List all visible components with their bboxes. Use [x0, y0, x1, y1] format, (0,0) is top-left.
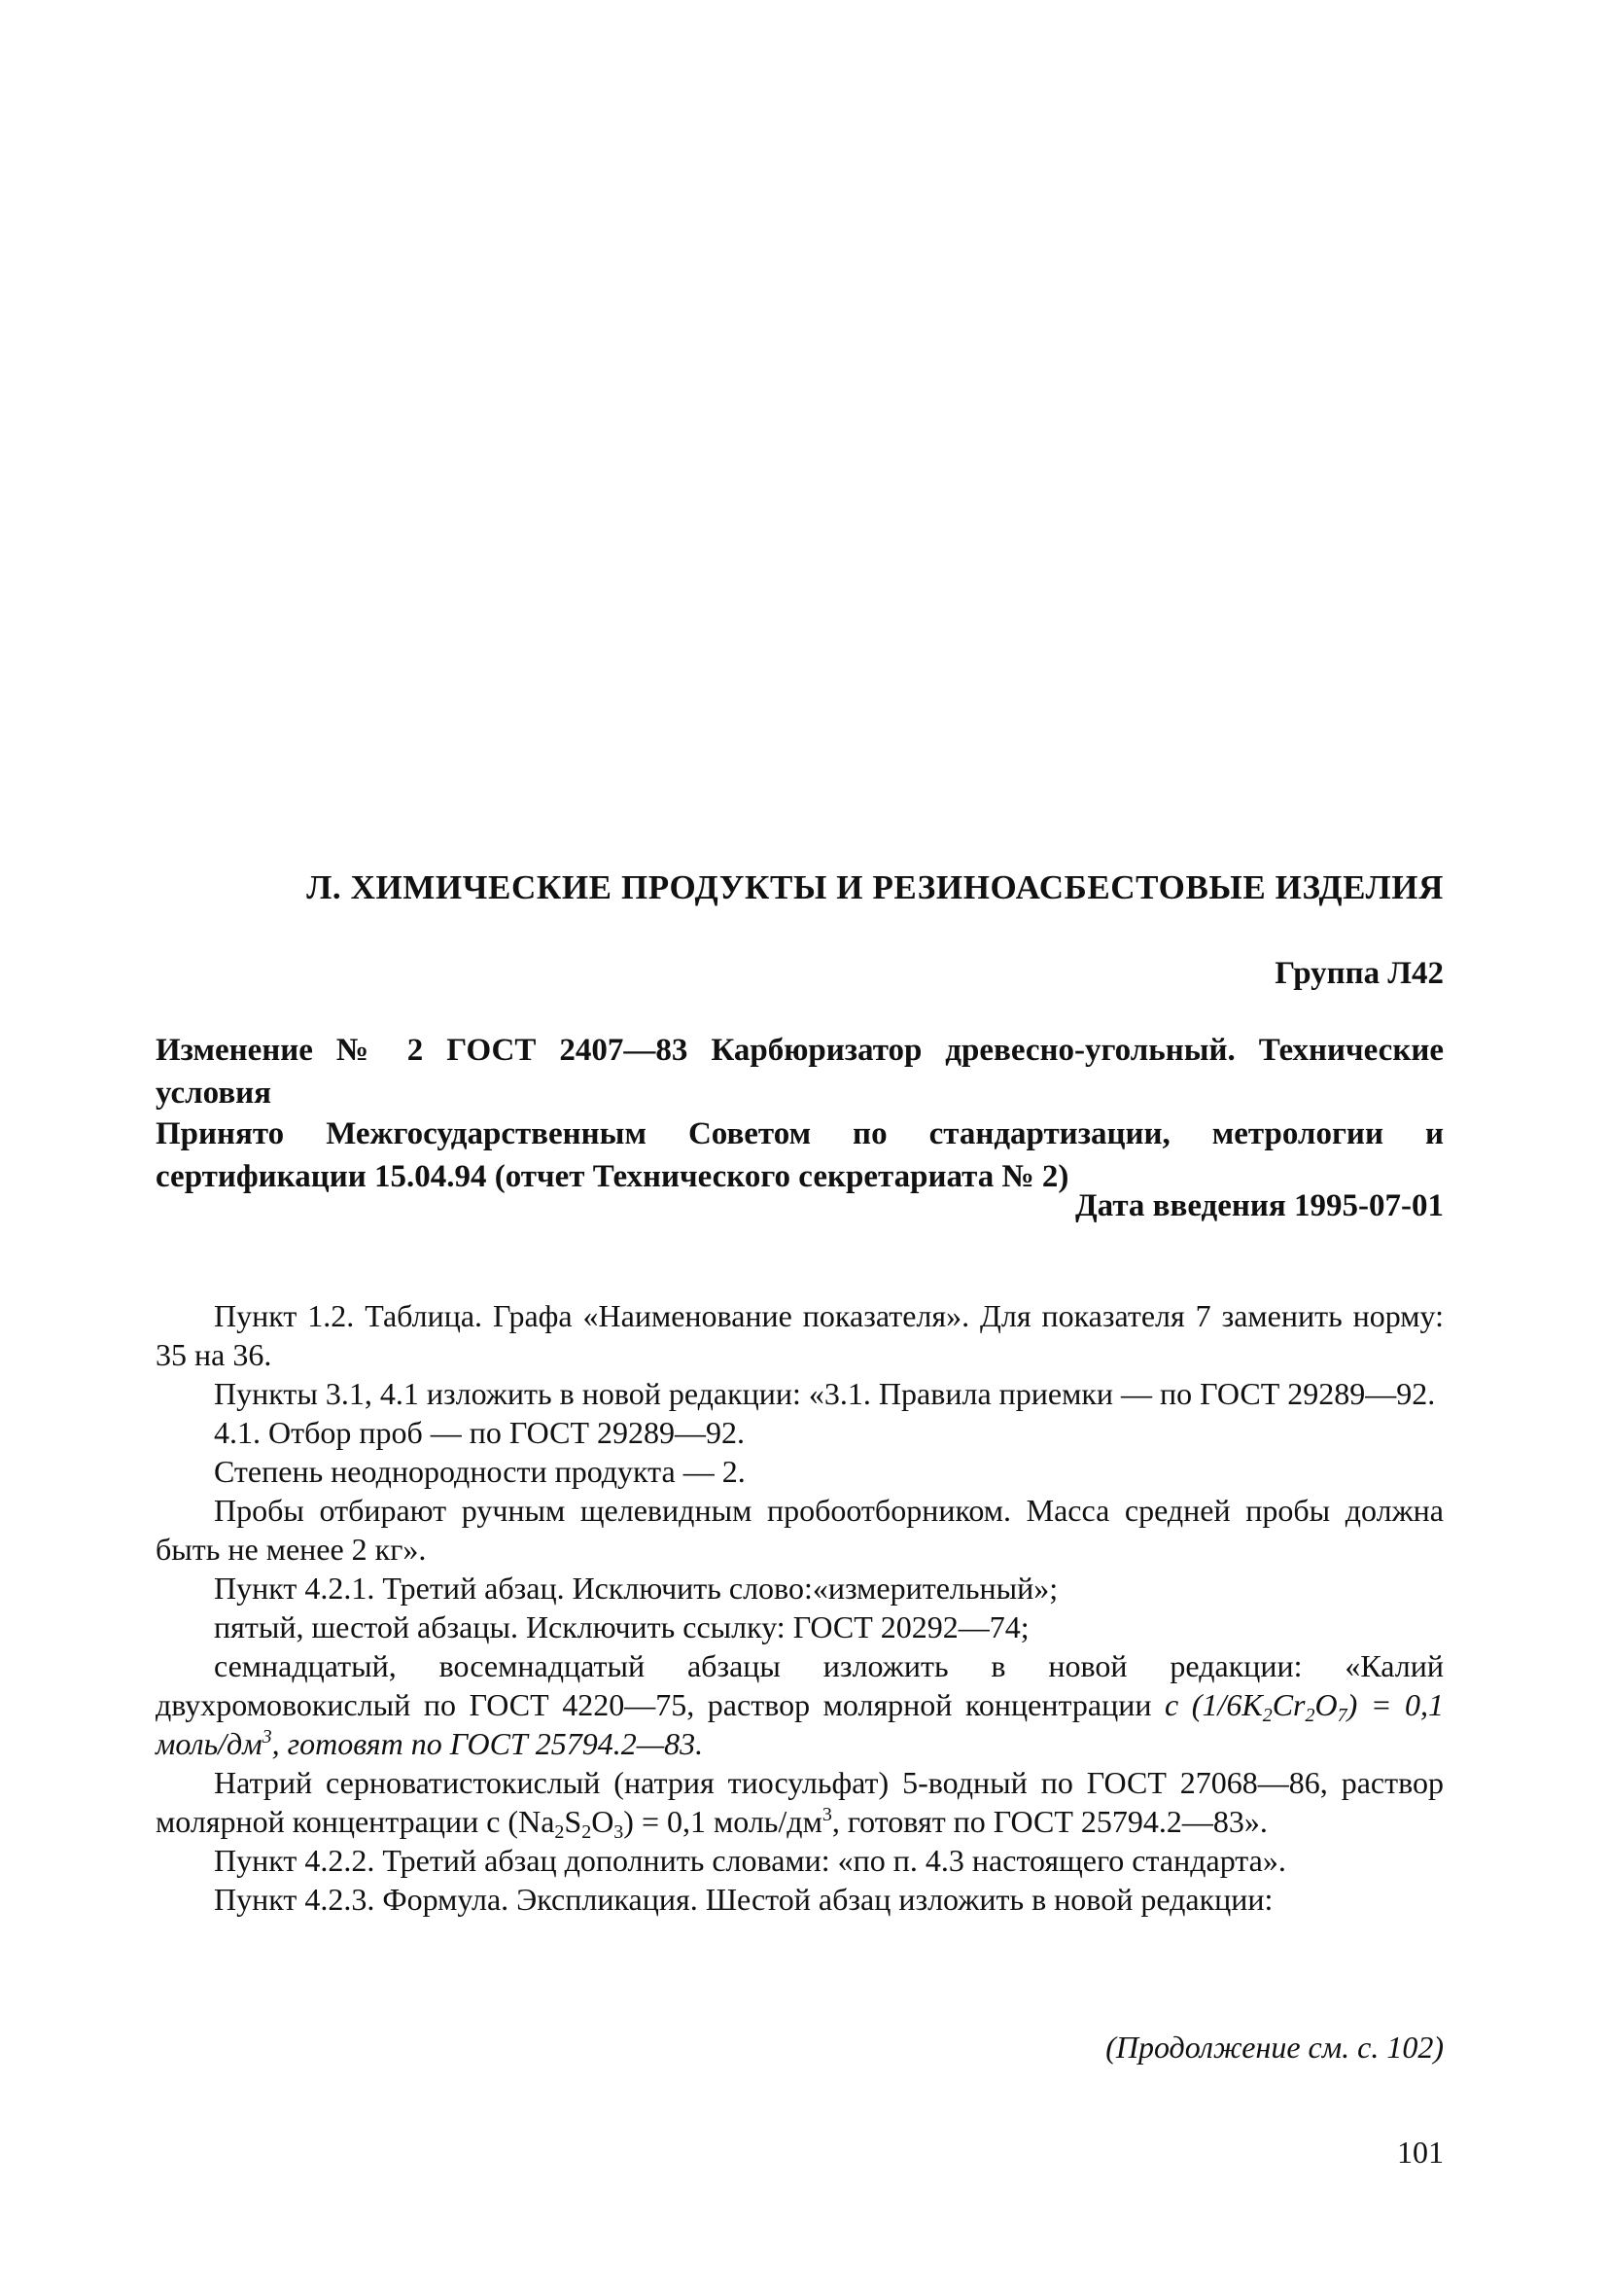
amendment-title: Изменение № 2 ГОСТ 2407—83 Карбюризатор древесно-угольный. Технические условия: [156, 1033, 1444, 1111]
paragraph: Степень неоднородности продукта — 2.: [214, 1454, 746, 1489]
continuation-note: (Продолжение см. с. 102): [1105, 2030, 1444, 2065]
paragraph: Пункт 1.2. Таблица. Графа «Наименование показателя». Для показателя 7 заменить норму: 35 на 36.: [156, 1298, 1444, 1372]
formula-part: O: [1314, 1687, 1338, 1722]
subscript: 2: [1305, 1705, 1315, 1726]
paragraph: пятый, шестой абзацы. Исключить ссылку: ГОСТ 20292—74;: [214, 1609, 1030, 1644]
formula-part: c (1/6K: [1165, 1687, 1263, 1722]
superscript: 3: [262, 1726, 272, 1748]
paragraph: Пункт 4.2.1. Третий абзац. Исключить слово:«измерительный»;: [214, 1571, 1059, 1606]
formula-part: ) = 0,1 моль/дм: [156, 1687, 1445, 1761]
formula-part: S: [564, 1804, 582, 1839]
paragraph-formula: [156, 1646, 1444, 1763]
subscript: 2: [554, 1821, 565, 1843]
superscript: 3: [821, 1804, 832, 1825]
paragraph-formula: [156, 1763, 1444, 1841]
group-code: Группа Л42: [1275, 956, 1444, 991]
adoption-note: Принято Межгосударственным Советом по стандартизации, метрологии и сертификации 15.04.94 (отчет Технического секретариата № 2): [156, 1116, 1444, 1194]
paragraph: 4.1. Отбор проб — по ГОСТ 29289—92.: [214, 1415, 745, 1450]
text-run: семнадцатый, восемнадцатый абзацы изложить в новой редакции: «Калий двухромовокислый по ГОСТ 4220—75, раствор молярной концентрации: [156, 1648, 1444, 1722]
subscript: 3: [613, 1821, 624, 1843]
amendment-body: [156, 1296, 1444, 1919]
page-number: 101: [1397, 2135, 1444, 2170]
effective-date: Дата введения 1995-07-01: [1074, 1188, 1444, 1223]
subscript: 2: [581, 1821, 592, 1843]
subscript: 2: [1262, 1705, 1273, 1726]
formula-part: ) = 0,1 моль/дм: [623, 1804, 822, 1839]
formula-part: , готовят по ГОСТ 25794.2—83.: [271, 1726, 704, 1761]
formula-part: O: [591, 1804, 614, 1839]
subscript: 7: [1337, 1705, 1347, 1726]
paragraph: Пункт 4.2.2. Третий абзац дополнить словами: «по п. 4.3 настоящего стандарта».: [214, 1843, 1286, 1878]
formula-part: Cr: [1272, 1687, 1306, 1722]
text-run: , готовят по ГОСТ 25794.2—83».: [831, 1804, 1268, 1839]
text-run: Натрий серноватистокислый (натрия тиосульфат) 5-водный по ГОСТ 27068—86, раствор молярной концентрации c (Na: [156, 1765, 1444, 1839]
paragraph: Пункты 3.1, 4.1 изложить в новой редакции: «3.1. Правила приемки — по ГОСТ 29289—92.: [214, 1376, 1436, 1411]
section-title: Л. ХИМИЧЕСКИЕ ПРОДУКТЫ И РЕЗИНОАСБЕСТОВЫЕ ИЗДЕЛИЯ: [306, 868, 1444, 906]
paragraph: Пункт 4.2.3. Формула. Экспликация. Шестой абзац изложить в новой редакции:: [214, 1882, 1274, 1917]
paragraph: Пробы отбирают ручным щелевидным пробоотборником. Масса средней пробы должна быть не менее 2 кг».: [156, 1493, 1444, 1567]
